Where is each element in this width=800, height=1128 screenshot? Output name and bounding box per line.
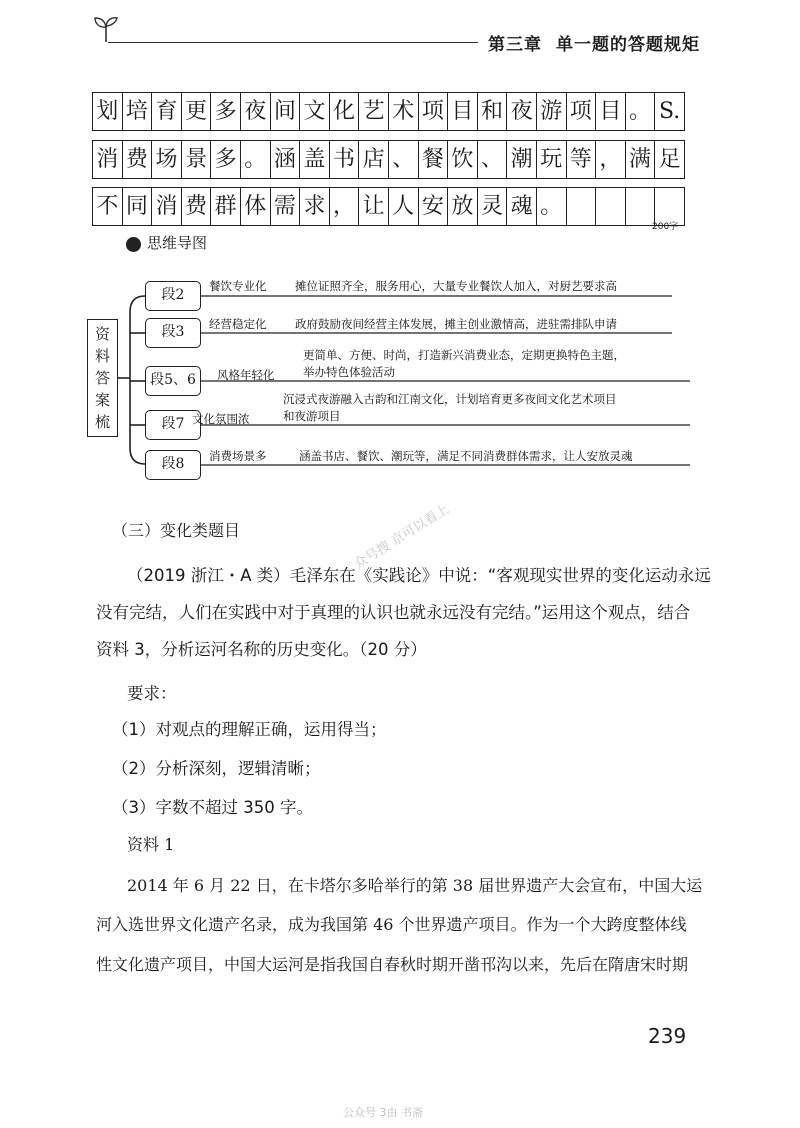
grid-cell: 求 — [300, 188, 330, 225]
question-line: 资料 3，分析运河名称的历史变化。（20 分） — [96, 640, 427, 659]
grid-cell: 化 — [330, 93, 360, 130]
mind-map-title: 思维导图 — [147, 234, 208, 252]
grid-cell: 盖 — [300, 141, 330, 178]
root-char: 资 — [94, 325, 110, 343]
requirement-item: （3）字数不超过 350 字。 — [112, 798, 313, 817]
grid-cell: 培 — [123, 93, 153, 130]
grid-cell: 饮 — [448, 141, 478, 178]
grid-cell: 放 — [448, 188, 478, 225]
mind-map-connectors — [0, 0, 800, 480]
grid-cell: 更 — [182, 93, 212, 130]
root-char: 料 — [94, 347, 110, 365]
branch-detail: 举办特色体验活动 — [303, 365, 395, 379]
branch-label: 经营稳定化 — [209, 317, 267, 331]
word-count-label: 200字 — [652, 222, 679, 232]
grid-cell: ， — [596, 141, 626, 178]
mind-map-node: 段7 — [145, 410, 201, 440]
grid-cell: 满 — [626, 141, 656, 178]
grid-cell: 玩 — [537, 141, 567, 178]
grid-cell: 和 — [478, 93, 508, 130]
grid-cell: 费 — [182, 188, 212, 225]
branch-label: 餐饮专业化 — [209, 279, 267, 293]
grid-cell: 涵 — [271, 141, 301, 178]
grid-cell: 。 — [241, 141, 271, 178]
branch-label: 风格年轻化 — [217, 368, 275, 382]
grid-cell: 消 — [93, 141, 123, 178]
mind-map-node: 段8 — [145, 450, 201, 480]
page-number: 239 — [648, 1024, 687, 1048]
grid-cell: S. — [658, 99, 681, 124]
grid-cell: 文 — [300, 93, 330, 130]
grid-cell: 多 — [211, 141, 241, 178]
grid-cell: 人 — [389, 188, 419, 225]
branch-detail: 涵盖书店、餐饮、潮玩等，满足不同消费群体需求，让人安放灵魂 — [299, 449, 633, 463]
grid-cell: 费 — [123, 141, 153, 178]
grid-cell: 目 — [596, 93, 626, 130]
grid-cell: 体 — [241, 188, 271, 225]
grid-cell: 潮 — [507, 141, 537, 178]
grid-cell: 足 — [658, 147, 681, 172]
grid-cell: 灵 — [478, 188, 508, 225]
chapter-number: 第三章 — [488, 35, 542, 55]
requirements-title: 要求： — [127, 684, 177, 703]
grid-cell: 多 — [211, 93, 241, 130]
grid-cell: 场 — [152, 141, 182, 178]
grid-cell: 同 — [123, 188, 153, 225]
branch-detail: 沉浸式夜游融入古韵和江南文化，计划培育更多夜间文化艺术项目 — [283, 392, 617, 406]
mind-map-node: 段5、6 — [145, 366, 201, 396]
grid-cell: 夜 — [507, 93, 537, 130]
grid-cell: 。 — [537, 188, 567, 225]
grid-cell: 育 — [152, 93, 182, 130]
grid-cell: 项 — [419, 93, 449, 130]
grid-cell: 不 — [93, 188, 123, 225]
branch-detail: 政府鼓励夜间经营主体发展，摊主创业激情高，进驻需排队申请 — [295, 317, 617, 331]
material-line: 2014 年 6 月 22 日，在卡塔尔多哈举行的第 38 届世界遗产大会宣布，中国大运 — [127, 876, 703, 895]
grid-cell: 群 — [211, 188, 241, 225]
root-char: 梳 — [94, 413, 110, 431]
grid-cell: 店 — [359, 141, 389, 178]
branch-label: 消费场景多 — [209, 449, 267, 463]
grid-cell: 消 — [152, 188, 182, 225]
grid-cell: 需 — [271, 188, 301, 225]
requirement-item: （2）分析深刻，逻辑清晰； — [112, 759, 321, 778]
material-line: 性文化遗产项目，中国大运河是指我国自春秋时期开凿邗沟以来，先后在隋唐宋时期 — [96, 955, 689, 974]
grid-cell: 安 — [419, 188, 449, 225]
footer-watermark: 公众号 3由 书斋 — [343, 1106, 423, 1119]
mind-map-node: 段2 — [145, 281, 201, 311]
branch-detail: 更简单、方便、时尚，打造新兴消费业态，定期更换特色主题， — [303, 348, 625, 362]
root-char: 答 — [94, 369, 110, 387]
grid-cell: 间 — [271, 93, 301, 130]
mind-map-node: 段3 — [145, 318, 201, 348]
branch-label: 文化氛围浓 — [192, 412, 250, 426]
grid-cell: 、 — [478, 141, 508, 178]
grid-cell: ， — [330, 188, 360, 225]
question-line: 没有完结，人们在实践中对于真理的认识也就永远没有完结。”运用这个观点，结合 — [96, 603, 691, 622]
grid-cell: 书 — [330, 141, 360, 178]
grid-cell: 魂 — [507, 188, 537, 225]
grid-cell: 术 — [389, 93, 419, 130]
chapter-title: 单一题的答题规矩 — [556, 35, 700, 55]
grid-cell: 夜 — [241, 93, 271, 130]
section-title: （三）变化类题目 — [112, 521, 241, 540]
grid-cell: 目 — [448, 93, 478, 130]
grid-cell: 等 — [567, 141, 597, 178]
grid-cell: 项 — [567, 93, 597, 130]
material-line: 河入选世界文化遗产名录，成为我国第 46 个世界遗产项目。作为一个大跨度整体线 — [96, 915, 687, 934]
grid-cell: 景 — [182, 141, 212, 178]
mind-map-root — [87, 319, 118, 437]
grid-cell: 划 — [93, 93, 123, 130]
root-char: 案 — [94, 391, 110, 409]
material-title: 资料 1 — [127, 835, 175, 854]
question-line: （2019 浙江・A 类）毛泽东在《实践论》中说：“客观现实世界的变化运动永远 — [127, 566, 711, 585]
branch-detail: 和夜游项目 — [283, 409, 341, 423]
grid-cell: 。 — [626, 93, 656, 130]
grid-cell: 让 — [359, 188, 389, 225]
grid-cell: 、 — [389, 141, 419, 178]
grid-cell: 餐 — [419, 141, 449, 178]
grid-cell: 艺 — [359, 93, 389, 130]
grid-cell: 游 — [537, 93, 567, 130]
branch-detail: 摊位证照齐全，服务用心，大量专业餐饮人加入，对厨艺要求高 — [295, 279, 617, 293]
requirement-item: （1）对观点的理解正确，运用得当； — [112, 720, 387, 739]
watermark: 众号搜 京可以看上 — [352, 502, 452, 573]
